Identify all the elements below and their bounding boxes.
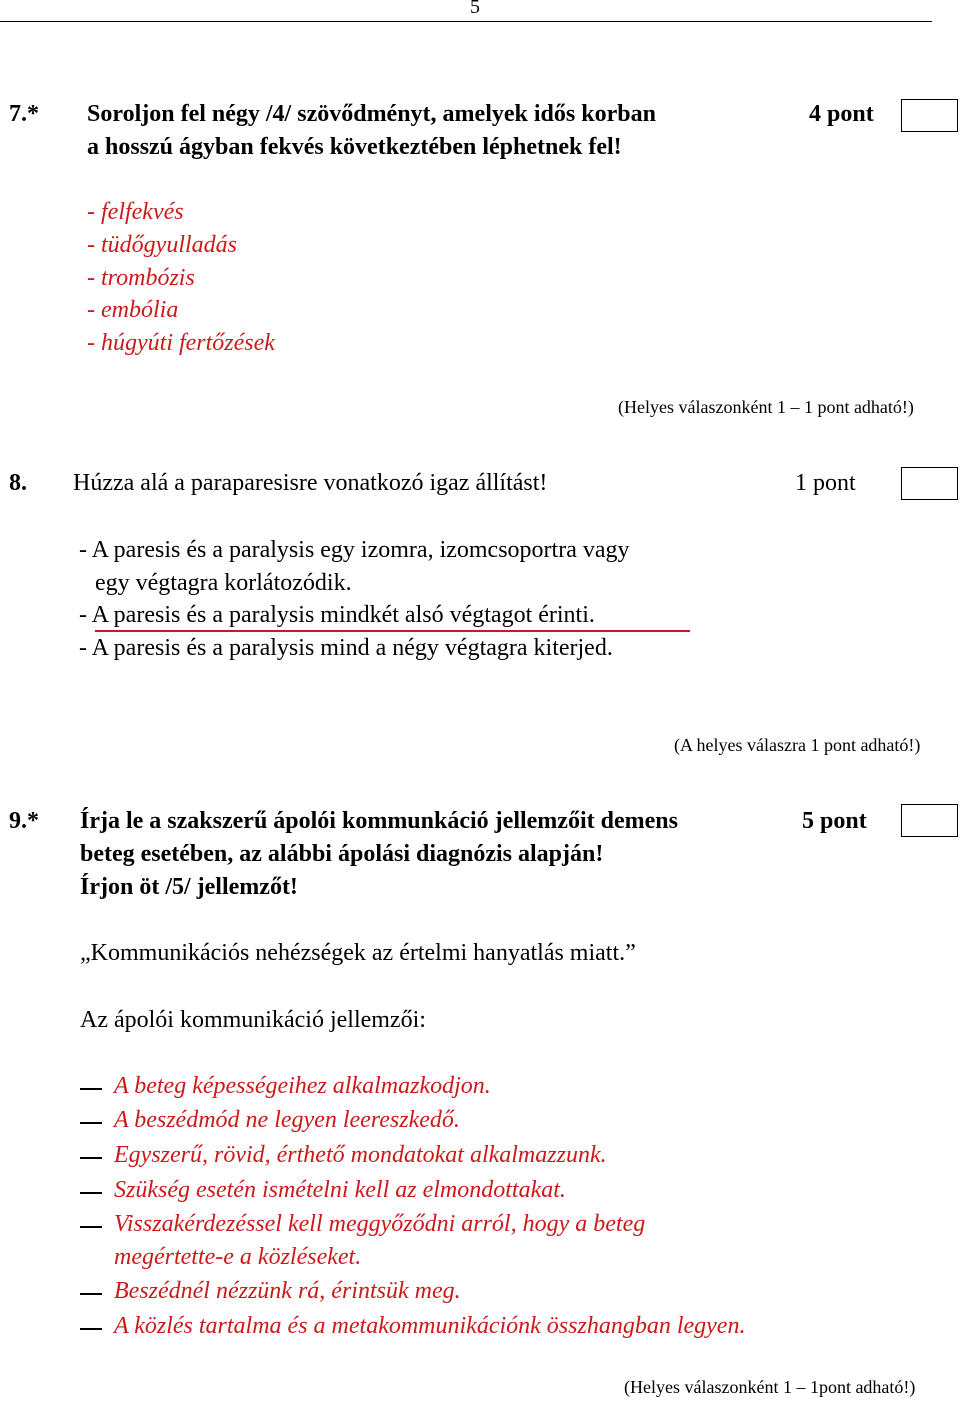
- q9-answer: Visszakérdezéssel kell meggyőződni arról, hogy a beteg: [114, 1211, 646, 1237]
- q7-text-line1: Soroljon fel négy /4/ szövődményt, amelyek idős korban: [87, 101, 656, 127]
- q8-number: 8.: [9, 470, 27, 496]
- q7-answer: - tüdőgyulladás: [87, 232, 237, 258]
- q7-answer: - trombózis: [87, 265, 195, 291]
- q8-answer-underline: [95, 630, 690, 632]
- dash-bullet: [80, 1226, 102, 1228]
- dash-bullet: [80, 1192, 102, 1194]
- header-rule: [0, 21, 932, 22]
- q9-text-line2: beteg esetében, az alábbi ápolási diagnózis alapján!: [80, 841, 604, 867]
- q7-answer: - felfekvés: [87, 199, 184, 225]
- q7-text-line2: a hosszú ágyban fekvés következtében léphetnek fel!: [87, 134, 622, 160]
- q8-scoring-note: (A helyes válaszra 1 pont adható!): [674, 735, 921, 755]
- q7-score-box[interactable]: [901, 99, 958, 132]
- q7-points: 4 pont: [809, 101, 874, 127]
- q8-statement-1-cont: egy végtagra korlátozódik.: [95, 570, 352, 596]
- q9-text-line3: Írjon öt /5/ jellemzőt!: [80, 874, 298, 900]
- q7-answer: - embólia: [87, 297, 179, 323]
- dash-bullet: [80, 1122, 102, 1124]
- q9-number: 9.*: [9, 808, 39, 834]
- q9-answer: Szükség esetén ismételni kell az elmondottakat.: [114, 1177, 566, 1203]
- dash-bullet: [80, 1157, 102, 1159]
- q9-subheading: Az ápolói kommunikáció jellemzői:: [80, 1007, 426, 1033]
- q9-answer: A beteg képességeihez alkalmazkodjon.: [114, 1073, 491, 1099]
- q9-scoring-note: (Helyes válaszonként 1 – 1pont adható!): [624, 1377, 916, 1397]
- q8-score-box[interactable]: [901, 467, 958, 500]
- q9-answer-cont: megértette-e a közléseket.: [114, 1244, 362, 1270]
- q7-scoring-note: (Helyes válaszonként 1 – 1 pont adható!): [618, 397, 914, 417]
- q9-diagnosis: „Kommunikációs nehézségek az értelmi hanyatlás miatt.”: [80, 940, 636, 966]
- q9-score-box[interactable]: [901, 804, 958, 837]
- page-number: 5: [470, 0, 480, 18]
- q8-statement-3: - A paresis és a paralysis mind a négy végtagra kiterjed.: [79, 635, 613, 661]
- dash-bullet: [80, 1293, 102, 1295]
- q9-text-line1: Írja le a szakszerű ápolói kommunkáció jellemzőit demens: [80, 808, 678, 834]
- q9-answer: Egyszerű, rövid, érthető mondatokat alkalmazzunk.: [114, 1142, 607, 1168]
- q8-statement-2: - A paresis és a paralysis mindkét alsó végtagot érinti.: [79, 602, 595, 628]
- q9-answer: Beszédnél nézzünk rá, érintsük meg.: [114, 1278, 461, 1304]
- q7-number: 7.*: [9, 101, 39, 127]
- q9-points: 5 pont: [802, 808, 867, 834]
- q9-answer: A közlés tartalma és a metakommunikációnk összhangban legyen.: [114, 1313, 746, 1339]
- q8-points: 1 pont: [795, 470, 856, 496]
- q9-answer: A beszédmód ne legyen leereszkedő.: [114, 1107, 460, 1133]
- q8-text: Húzza alá a paraparesisre vonatkozó igaz állítást!: [73, 470, 548, 496]
- dash-bullet: [80, 1088, 102, 1090]
- q8-statement-1: - A paresis és a paralysis egy izomra, izomcsoportra vagy: [79, 537, 630, 563]
- q7-answer: - húgyúti fertőzések: [87, 330, 275, 356]
- dash-bullet: [80, 1328, 102, 1330]
